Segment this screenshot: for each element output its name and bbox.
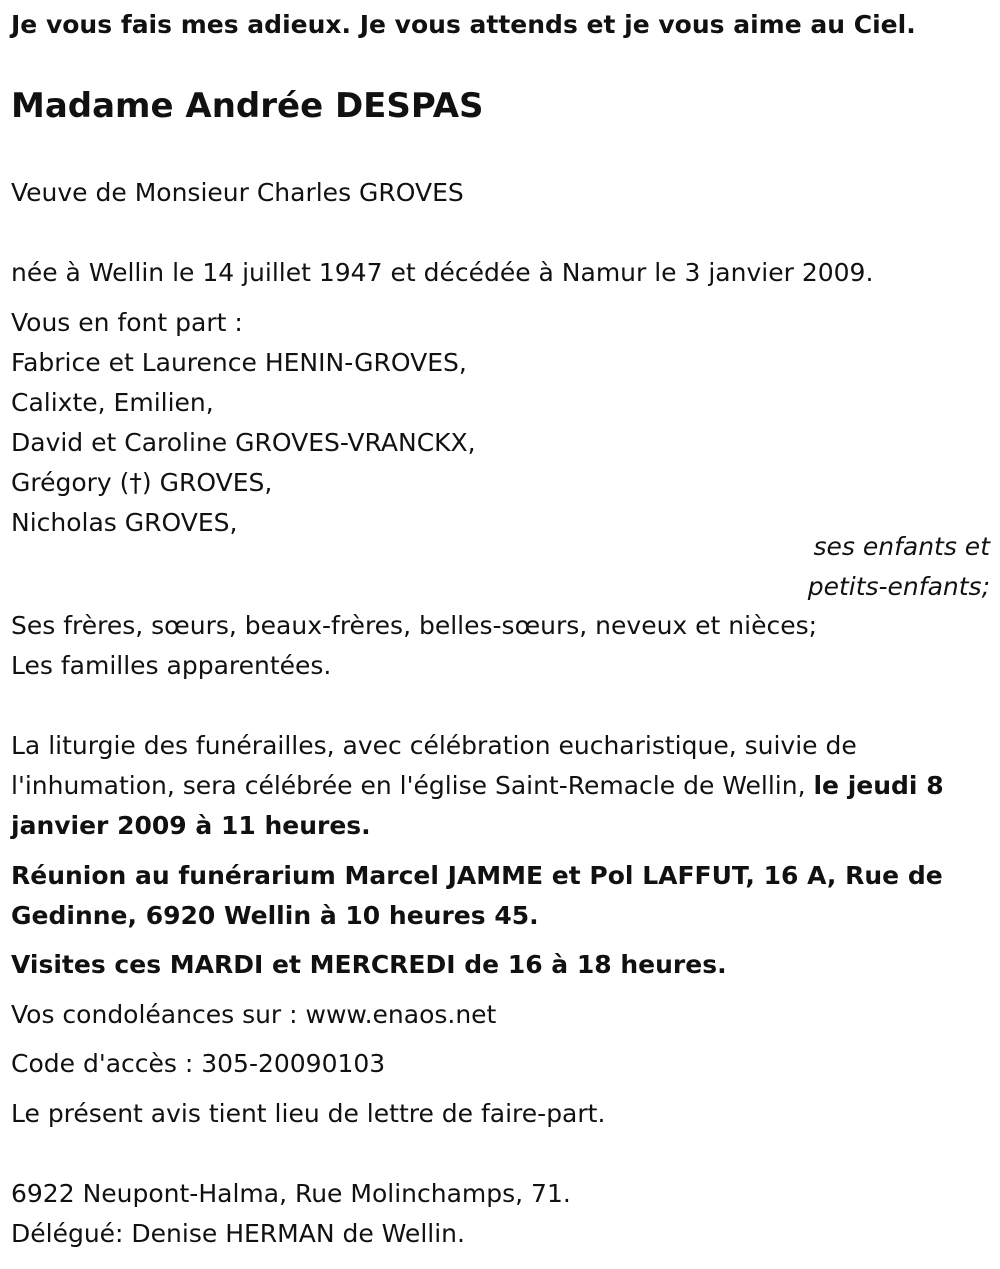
address-line: 6922 Neupont-Halma, Rue Molinchamps, 71.	[11, 1179, 571, 1208]
reunion-line-1: Réunion au funérarium Marcel JAMME et Pol LAFFUT, 16 A, Rue de	[11, 861, 943, 890]
ceremony-line-2-text: l'inhumation, sera célébrée en l'église Saint-Remacle de Wellin,	[11, 771, 814, 800]
announcer-name: Grégory (†) GROVES,	[11, 468, 273, 497]
reunion-line-2: Gedinne, 6920 Wellin à 10 heures 45.	[11, 901, 539, 930]
widow-of-line: Veuve de Monsieur Charles GROVES	[11, 178, 464, 207]
ceremony-line-3: janvier 2009 à 11 heures.	[11, 811, 371, 840]
extended-family-line: Les familles apparentées.	[11, 651, 332, 680]
family-role-line-1: ses enfants et	[813, 532, 990, 561]
extended-family-line: Ses frères, sœurs, beaux-frères, belles-sœurs, neveux et nièces;	[11, 611, 818, 640]
condolences-line: Vos condoléances sur : www.enaos.net	[11, 1000, 497, 1029]
birth-death-line: née à Wellin le 14 juillet 1947 et décédée à Namur le 3 janvier 2009.	[11, 258, 874, 287]
announcer-name: David et Caroline GROVES-VRANCKX,	[11, 428, 476, 457]
ceremony-line-2	[11, 771, 944, 801]
notice-line: Le présent avis tient lieu de lettre de faire-part.	[11, 1099, 606, 1128]
visits-line: Visites ces MARDI et MERCREDI de 16 à 18 heures.	[11, 950, 727, 979]
deceased-name-title: Madame Andrée DESPAS	[11, 86, 484, 126]
announcer-name: Calixte, Emilien,	[11, 388, 214, 417]
family-role-line-2: petits-enfants;	[807, 572, 990, 601]
ceremony-line-1: La liturgie des funérailles, avec célébration eucharistique, suivie de	[11, 731, 857, 760]
announcer-name: Nicholas GROVES,	[11, 508, 238, 537]
delegate-line: Délégué: Denise HERMAN de Wellin.	[11, 1219, 465, 1248]
announcer-name: Fabrice et Laurence HENIN-GROVES,	[11, 348, 467, 377]
quote-line: Je vous fais mes adieux. Je vous attends et je vous aime au Ciel.	[11, 10, 916, 39]
access-code-line: Code d'accès : 305-20090103	[11, 1049, 386, 1078]
announcers-intro: Vous en font part :	[11, 308, 243, 337]
ceremony-date-part: le jeudi 8	[813, 771, 944, 800]
